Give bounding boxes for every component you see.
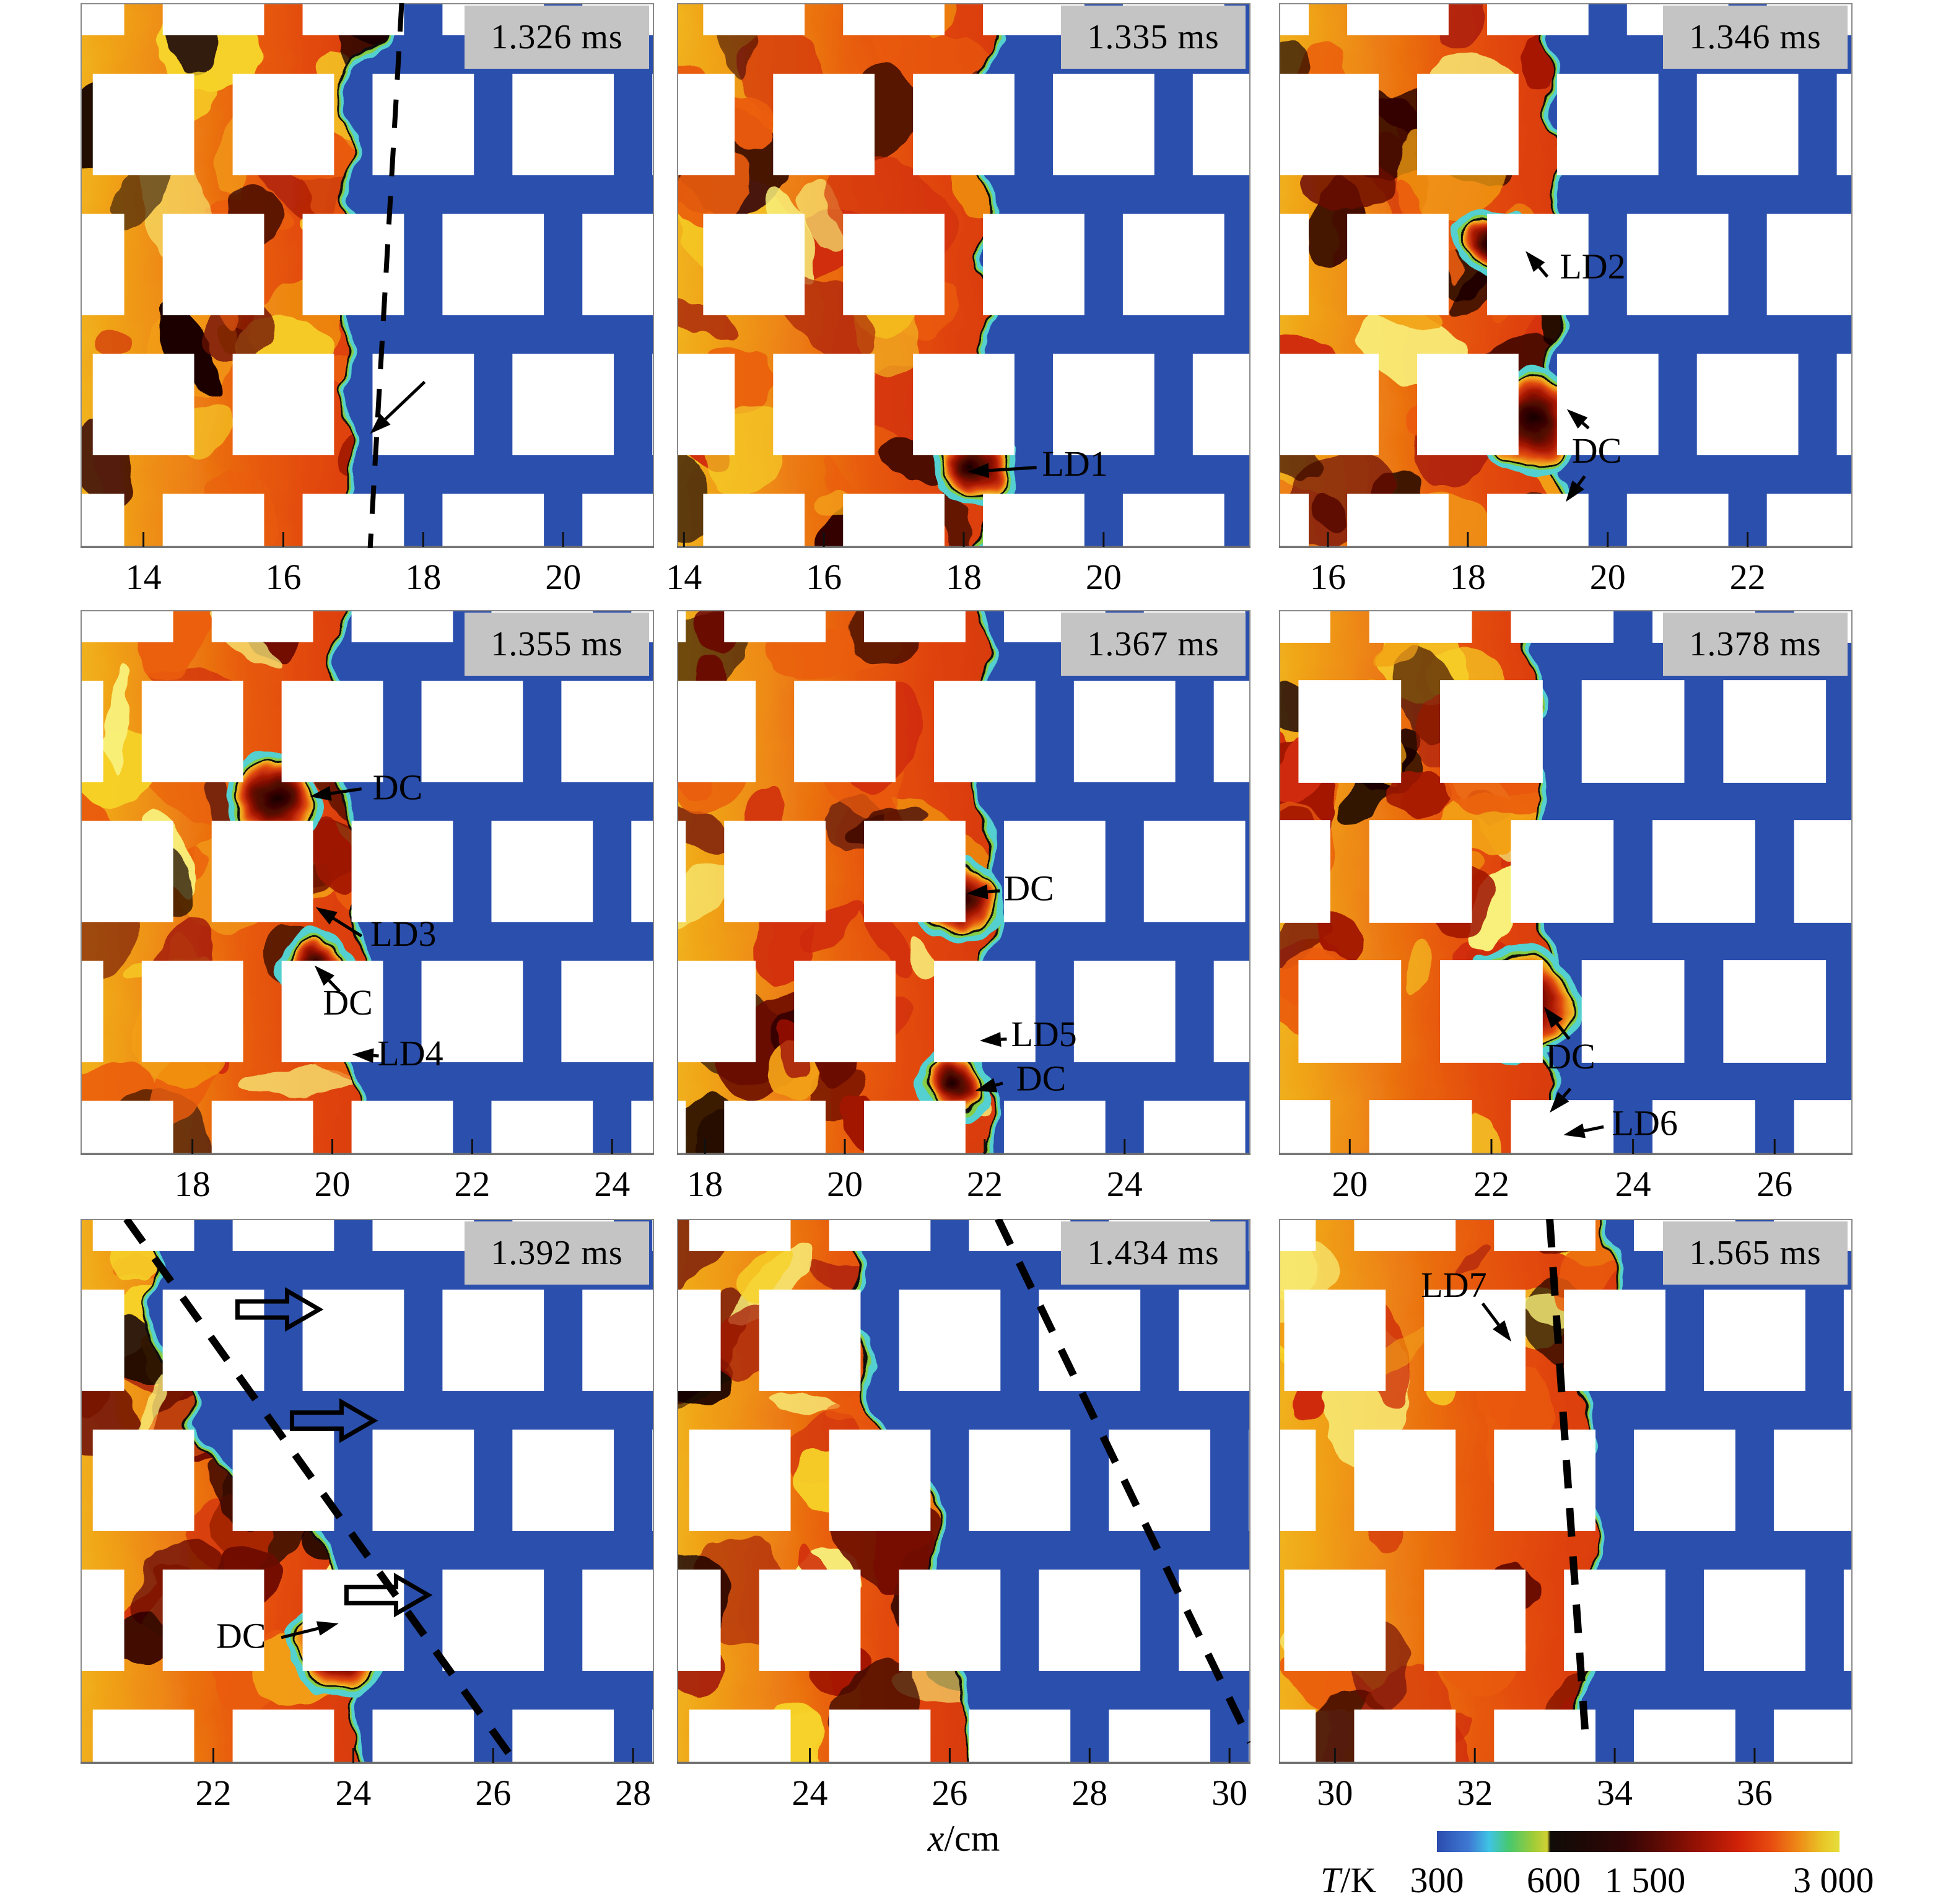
obstacle-square <box>1704 1570 1805 1671</box>
obstacle-square <box>1347 494 1449 548</box>
obstacle-square <box>491 821 593 922</box>
obstacle-square <box>1347 3 1449 35</box>
x-axis-ticks <box>81 556 654 599</box>
obstacle-square <box>561 681 654 782</box>
obstacle-square <box>1369 1100 1472 1155</box>
x-tick-label: 22 <box>1473 1164 1509 1204</box>
obstacle-square <box>81 1570 124 1671</box>
x-tick-label: 24 <box>792 1773 828 1813</box>
obstacle-square <box>1004 1101 1106 1155</box>
obstacle-square <box>491 1101 593 1155</box>
timestamp-badge: 1.355 ms <box>465 613 649 676</box>
obstacle-square <box>1511 610 1613 643</box>
obstacle-square <box>1109 1710 1210 1764</box>
annotation-label: DC <box>1004 868 1054 909</box>
obstacle-square <box>1417 74 1519 175</box>
obstacle-square <box>864 1101 966 1155</box>
obstacle-square <box>794 681 896 782</box>
panel-6 <box>1279 610 1853 1204</box>
panel-2 <box>666 3 1250 597</box>
obstacle-square <box>677 1290 721 1391</box>
obstacle-square <box>1704 1290 1805 1391</box>
colorbar-tick-label: 300 <box>1410 1860 1464 1900</box>
annotation-arrow <box>995 1083 1003 1085</box>
obstacle-square <box>631 821 654 922</box>
timestamp-badge: 1.367 ms <box>1061 613 1246 676</box>
x-tick-label: 26 <box>932 1773 968 1813</box>
obstacle-square <box>81 3 124 35</box>
colorbar-gradient <box>1437 1831 1840 1852</box>
colorbar-ticks <box>1410 1859 1874 1903</box>
obstacle-square <box>1774 1710 1853 1764</box>
obstacle-square <box>1487 494 1589 548</box>
obstacle-square <box>352 821 453 922</box>
obstacle-square <box>233 74 334 175</box>
obstacle-square <box>703 494 805 548</box>
obstacle-square <box>759 1290 861 1391</box>
x-tick-label: 34 <box>1597 1773 1633 1813</box>
obstacle-square <box>1557 74 1659 175</box>
obstacle-square <box>93 74 194 175</box>
x-tick-label: 30 <box>1211 1773 1248 1813</box>
obstacle-square <box>843 214 945 315</box>
annotation-label: LD2 <box>1560 246 1626 287</box>
obstacle-square <box>794 961 896 1062</box>
obstacle-square <box>1279 354 1379 455</box>
obstacle-square <box>677 74 735 175</box>
obstacle-square <box>303 494 404 548</box>
obstacle-square <box>1440 960 1543 1063</box>
obstacle-square <box>983 494 1085 548</box>
annotation-arrow <box>988 891 1000 892</box>
obstacle-square <box>512 354 614 455</box>
annotation-label: LD1 <box>1042 443 1108 484</box>
obstacle-square <box>512 1430 614 1531</box>
obstacle-square <box>442 214 544 315</box>
colorbar-label-symbol: T <box>1320 1860 1341 1900</box>
colorbar-tick-label: 600 <box>1527 1860 1581 1900</box>
obstacle-square <box>1354 1430 1456 1531</box>
obstacle-square <box>1298 680 1401 783</box>
x-axis-ticks <box>1279 556 1853 599</box>
panel-3 <box>1279 3 1853 597</box>
x-tick-label: 18 <box>1449 557 1486 597</box>
temperature-field-plot <box>1279 1219 1853 1764</box>
obstacle-square <box>93 1430 194 1531</box>
obstacle-square <box>233 1710 334 1764</box>
obstacle-square <box>1279 1710 1316 1764</box>
obstacle-square <box>1298 960 1401 1063</box>
obstacle-square <box>1697 354 1799 455</box>
obstacle-square <box>1279 74 1379 175</box>
obstacle-square <box>1354 1219 1456 1251</box>
obstacle-square <box>1627 214 1729 315</box>
timestamp-badge: 1.326 ms <box>465 6 649 69</box>
x-tick-label: 24 <box>594 1164 631 1204</box>
obstacle-square <box>233 1430 334 1531</box>
obstacle-square <box>1123 494 1224 548</box>
obstacle-square <box>829 1219 931 1251</box>
obstacle-square <box>677 1570 721 1671</box>
annotation-arrow <box>1001 1039 1007 1040</box>
obstacle-square <box>1279 1100 1330 1155</box>
obstacle-square <box>934 681 1036 782</box>
obstacle-square <box>372 354 474 455</box>
x-tick-label: 24 <box>335 1773 372 1813</box>
obstacle-square <box>703 3 805 35</box>
annotation-label: DC <box>216 1615 266 1656</box>
x-tick-label: 24 <box>1106 1164 1143 1204</box>
x-tick-label: 22 <box>1729 557 1766 597</box>
obstacle-square <box>1582 960 1685 1063</box>
obstacle-square <box>1279 1430 1316 1531</box>
obstacle-square <box>1144 1101 1246 1155</box>
obstacle-square <box>582 1290 654 1391</box>
obstacle-square <box>1279 214 1309 315</box>
obstacle-square <box>1074 681 1176 782</box>
x-tick-label: 18 <box>687 1164 723 1204</box>
obstacle-square <box>372 1430 474 1531</box>
temperature-field-plot <box>81 3 654 548</box>
x-tick-label: 16 <box>1310 557 1346 597</box>
obstacle-square <box>864 610 966 642</box>
panel-4 <box>81 610 654 1204</box>
x-axis-ticks <box>81 1771 654 1815</box>
panel-1 <box>81 3 654 597</box>
annotation-label: DC <box>1016 1058 1067 1099</box>
obstacle-square <box>442 1570 544 1671</box>
obstacle-square <box>843 3 945 35</box>
obstacle-square <box>1053 354 1154 455</box>
obstacle-square <box>1564 1290 1665 1391</box>
x-tick-label: 22 <box>454 1164 491 1204</box>
x-tick-label: 22 <box>195 1773 232 1813</box>
obstacle-square <box>233 1219 334 1251</box>
x-tick-label: 36 <box>1736 1773 1773 1813</box>
annotation-label: DC <box>372 767 423 808</box>
obstacle-square <box>969 1219 1070 1251</box>
x-axis-ticks <box>677 1771 1250 1815</box>
obstacle-square <box>1279 610 1330 643</box>
obstacle-square <box>1417 354 1519 455</box>
colorbar-tick-label: 3 000 <box>1793 1860 1874 1900</box>
obstacle-square <box>142 961 243 1062</box>
obstacle-square <box>1214 961 1250 1062</box>
obstacle-square <box>677 610 686 642</box>
x-tick-label: 28 <box>1072 1773 1108 1813</box>
obstacle-square <box>1424 1570 1525 1671</box>
obstacle-square <box>1494 1219 1595 1251</box>
obstacle-square <box>689 1219 791 1251</box>
annotation-label: DC <box>1545 1036 1595 1077</box>
obstacle-square <box>1440 680 1543 783</box>
x-tick-label: 26 <box>1757 1164 1793 1204</box>
temperature-field-plot <box>81 610 654 1155</box>
obstacle-square <box>81 681 103 782</box>
obstacle-square <box>81 214 124 315</box>
x-tick-label: 24 <box>1615 1164 1651 1204</box>
x-axis-ticks <box>81 1163 654 1206</box>
obstacle-square <box>561 961 654 1062</box>
obstacle-square <box>1627 494 1729 548</box>
obstacle-square <box>163 494 264 548</box>
annotation-label: DC <box>1571 430 1622 471</box>
obstacle-square <box>303 3 404 35</box>
obstacle-square <box>1767 494 1853 548</box>
obstacle-square <box>1794 1100 1853 1155</box>
obstacle-square <box>81 494 124 548</box>
timestamp-badge: 1.346 ms <box>1663 6 1848 69</box>
obstacle-square <box>282 681 383 782</box>
x-tick-label: 20 <box>1085 557 1122 597</box>
x-axis-label-unit: /cm <box>944 1818 1000 1859</box>
x-tick-label: 18 <box>405 557 442 597</box>
obstacle-square <box>1074 961 1176 1062</box>
obstacle-square <box>93 1219 194 1251</box>
obstacle-square <box>81 610 173 642</box>
obstacle-square <box>864 821 966 922</box>
obstacle-square <box>1487 3 1589 35</box>
panel-5 <box>677 610 1250 1204</box>
obstacle-square <box>352 610 453 642</box>
obstacle-square <box>1279 1219 1316 1251</box>
obstacle-square <box>582 1570 654 1671</box>
obstacle-square <box>913 74 1015 175</box>
obstacle-square <box>1179 1290 1250 1391</box>
obstacle-square <box>1837 74 1853 175</box>
obstacle-square <box>442 1290 544 1391</box>
x-axis-label <box>677 1817 1250 1860</box>
colorbar-label-unit: /K <box>1340 1860 1377 1900</box>
x-axis-ticks <box>1279 1163 1853 1206</box>
obstacle-square <box>1144 821 1246 922</box>
x-tick-label: 32 <box>1457 1773 1493 1813</box>
obstacle-square <box>1494 1430 1595 1531</box>
panel-9 <box>1279 1219 1853 1813</box>
annotation-label: DC <box>323 982 373 1023</box>
temperature-field-plot <box>677 1219 1250 1764</box>
obstacle-square <box>163 214 264 315</box>
obstacle-square <box>1844 1290 1853 1391</box>
obstacle-square <box>759 1570 861 1671</box>
obstacle-square <box>829 1710 931 1764</box>
obstacle-square <box>1214 681 1250 782</box>
obstacle-square <box>677 961 756 1062</box>
obstacle-square <box>1279 3 1309 35</box>
obstacle-square <box>1284 1290 1386 1391</box>
timestamp-badge: 1.335 ms <box>1061 6 1246 69</box>
obstacle-square <box>582 494 654 548</box>
obstacle-square <box>93 354 194 455</box>
obstacle-square <box>689 1710 791 1764</box>
timestamp-badge: 1.392 ms <box>465 1221 649 1285</box>
obstacle-square <box>1767 214 1853 315</box>
obstacle-square <box>1794 820 1853 923</box>
obstacle-square <box>1494 1710 1595 1764</box>
obstacle-square <box>703 214 805 315</box>
obstacle-square <box>1634 1430 1735 1531</box>
obstacle-square <box>1354 1710 1456 1764</box>
obstacle-square <box>969 1430 1070 1531</box>
obstacle-square <box>1652 820 1755 923</box>
obstacle-square <box>1279 494 1309 548</box>
temperature-field-plot <box>1279 610 1853 1155</box>
annotation-label: LD7 <box>1421 1264 1487 1305</box>
obstacle-square <box>1697 74 1799 175</box>
obstacle-square <box>142 681 243 782</box>
x-tick-label: 22 <box>966 1164 1003 1204</box>
obstacle-square <box>512 74 614 175</box>
x-tick-label: 30 <box>1317 1773 1353 1813</box>
x-axis-ticks <box>677 1163 1250 1206</box>
panel-8 <box>677 1219 1250 1813</box>
annotation-label: LD4 <box>377 1033 443 1073</box>
obstacle-square <box>1837 354 1853 455</box>
x-axis-ticks <box>666 556 1250 599</box>
x-tick-label: 18 <box>174 1164 211 1204</box>
obstacle-square <box>1039 1290 1140 1391</box>
obstacle-square <box>372 74 474 175</box>
obstacle-square <box>1279 820 1330 923</box>
obstacle-square <box>773 74 875 175</box>
obstacle-square <box>724 1101 826 1155</box>
timestamp-badge: 1.434 ms <box>1061 1221 1246 1285</box>
obstacle-square <box>442 494 544 548</box>
temperature-field-plot <box>677 610 1250 1155</box>
x-axis-label-symbol: x <box>927 1818 945 1859</box>
obstacle-square <box>422 681 523 782</box>
obstacle-square <box>372 1219 474 1251</box>
temperature-field-plot <box>81 1219 654 1764</box>
annotation-label: LD3 <box>370 914 437 954</box>
x-tick-label: 28 <box>615 1773 652 1813</box>
obstacle-square <box>631 1101 654 1155</box>
timestamp-badge: 1.378 ms <box>1663 613 1848 676</box>
obstacle-square <box>969 1710 1070 1764</box>
x-tick-label: 14 <box>125 557 162 597</box>
obstacle-square <box>512 1710 614 1764</box>
obstacle-square <box>163 3 264 35</box>
x-tick-label: 20 <box>545 557 582 597</box>
obstacle-square <box>81 1290 124 1391</box>
obstacle-square <box>899 1290 1001 1391</box>
obstacle-square <box>1347 214 1449 315</box>
obstacle-square <box>843 494 945 548</box>
annotation-label: LD6 <box>1612 1103 1678 1143</box>
x-tick-label: 20 <box>827 1164 863 1204</box>
temperature-field-plot <box>677 3 1250 548</box>
annotation-label: LD5 <box>1011 1014 1077 1055</box>
obstacle-square <box>773 354 875 455</box>
obstacle-square <box>212 821 313 922</box>
x-axis-ticks <box>1279 1771 1853 1815</box>
obstacle-square <box>303 1290 404 1391</box>
timestamp-badge: 1.565 ms <box>1663 1221 1848 1285</box>
obstacle-square <box>1053 74 1154 175</box>
panel-7 <box>81 1219 654 1813</box>
obstacle-square <box>829 1430 931 1531</box>
temperature-field-plot <box>1279 3 1853 548</box>
obstacle-square <box>1723 680 1826 783</box>
obstacle-square <box>1039 1570 1140 1671</box>
x-tick-label: 20 <box>1589 557 1626 597</box>
obstacle-square <box>352 1101 453 1155</box>
obstacle-square <box>1123 214 1224 315</box>
obstacle-square <box>1193 354 1250 455</box>
x-tick-label: 20 <box>314 1164 351 1204</box>
obstacle-square <box>983 214 1085 315</box>
obstacle-square <box>81 821 173 922</box>
obstacle-square <box>1284 1570 1386 1671</box>
x-tick-label: 16 <box>806 557 842 597</box>
obstacle-square <box>899 1570 1001 1671</box>
colorbar-label <box>1320 1859 1376 1901</box>
obstacle-square <box>724 610 826 642</box>
x-tick-label: 16 <box>265 557 302 597</box>
obstacle-square <box>582 214 654 315</box>
obstacle-square <box>677 1101 686 1155</box>
obstacle-square <box>677 821 686 922</box>
obstacle-square <box>724 821 826 922</box>
obstacle-square <box>81 961 103 1062</box>
obstacle-square <box>372 1710 474 1764</box>
colorbar-tick-label: 1 500 <box>1604 1860 1686 1900</box>
obstacle-square <box>1193 74 1250 175</box>
x-tick-label: 18 <box>946 557 982 597</box>
obstacle-square <box>233 354 334 455</box>
obstacle-square <box>1511 820 1613 923</box>
x-tick-label: 14 <box>666 557 702 597</box>
x-tick-label: 20 <box>1332 1164 1368 1204</box>
obstacle-square <box>1774 1430 1853 1531</box>
obstacle-square <box>1634 1710 1735 1764</box>
obstacle-square <box>81 1101 173 1155</box>
obstacle-square <box>212 1101 313 1155</box>
obstacle-square <box>913 354 1015 455</box>
obstacle-square <box>689 1430 791 1531</box>
obstacle-square <box>1582 680 1685 783</box>
obstacle-square <box>677 681 756 782</box>
x-tick-label: 26 <box>475 1773 512 1813</box>
obstacle-square <box>677 354 735 455</box>
obstacle-square <box>212 610 313 642</box>
obstacle-square <box>1369 820 1472 923</box>
obstacle-square <box>1369 610 1472 643</box>
obstacle-square <box>1723 960 1826 1063</box>
obstacle-square <box>1844 1570 1853 1671</box>
obstacle-square <box>93 1710 194 1764</box>
